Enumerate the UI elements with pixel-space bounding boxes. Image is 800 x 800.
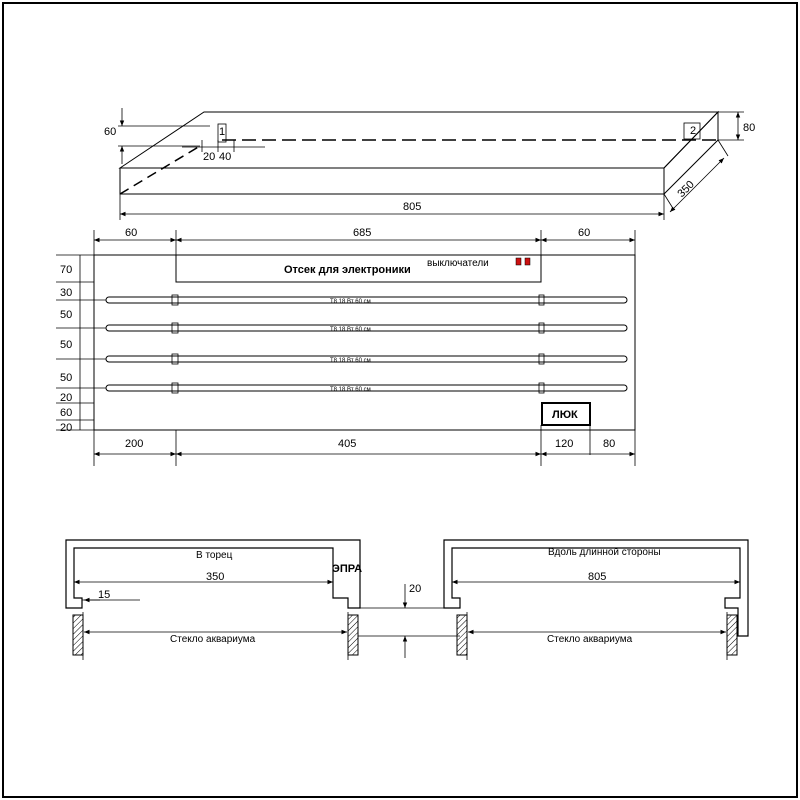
iso-label-1: 1 <box>219 126 226 138</box>
top-dim-60-right: 60 <box>578 227 591 239</box>
iso-dim-arrow <box>697 158 724 185</box>
epra-label: ЭПРА <box>332 563 363 575</box>
iso-dim-350: 350 <box>675 178 697 201</box>
switch-red-1 <box>516 258 521 265</box>
lamp-4 <box>106 383 627 393</box>
end-section-title: В торец <box>196 550 233 561</box>
left-dim-50b: 50 <box>60 339 73 351</box>
iso-front-face <box>120 168 664 194</box>
lamp-label: T8 18 Вт 60 см <box>330 299 371 305</box>
top-dim-60-left: 60 <box>125 227 138 239</box>
side-section <box>444 540 748 660</box>
end-glass-right <box>348 615 358 655</box>
iso-dim-60: 60 <box>104 126 117 138</box>
electronics-compartment-label: Отсек для электроники <box>284 264 411 276</box>
iso-dim-20: 20 <box>203 151 216 163</box>
left-dim-20a: 20 <box>60 392 73 404</box>
switch-red-2 <box>525 258 530 265</box>
top-view <box>56 227 635 466</box>
left-dim-20b: 20 <box>60 422 73 434</box>
end-glass-left <box>73 615 83 655</box>
side-glass-left <box>457 615 467 655</box>
side-section-title: Вдоль длинной стороны <box>548 547 661 558</box>
bottom-dim-200: 200 <box>125 438 144 450</box>
end-section <box>66 540 362 660</box>
left-dim-60: 60 <box>60 407 73 419</box>
bottom-dim-80: 80 <box>603 438 616 450</box>
gap-dimension <box>358 583 460 658</box>
top-dim-685: 685 <box>353 227 372 239</box>
left-dim-50a: 50 <box>60 309 73 321</box>
end-dim-350: 350 <box>206 571 225 583</box>
gap-dim-20: 20 <box>409 583 422 595</box>
iso-ext-line <box>718 140 728 156</box>
side-dim-805: 805 <box>588 571 607 583</box>
left-dim-30: 30 <box>60 287 73 299</box>
side-glass-label: Стекло аквариума <box>547 634 633 645</box>
lamp-3 <box>106 354 627 364</box>
lamp-2 <box>106 323 627 333</box>
left-dim-70: 70 <box>60 264 73 276</box>
iso-label-2: 2 <box>690 125 697 137</box>
hatch-label: ЛЮК <box>552 409 578 421</box>
lamp-label: T8 18 Вт 60 см <box>330 358 371 364</box>
iso-ext-line <box>664 194 674 210</box>
iso-hidden-line-left <box>120 146 200 194</box>
lamp-label: T8 18 Вт 60 см <box>330 327 371 333</box>
iso-dim-80: 80 <box>743 122 756 134</box>
lamp-1 <box>106 295 627 305</box>
iso-dim-40: 40 <box>219 151 232 163</box>
side-glass-right <box>727 615 737 655</box>
lamp-label: T8 18 Вт 60 см <box>330 387 371 393</box>
end-glass-label: Стекло аквариума <box>170 634 256 645</box>
bottom-dim-120: 120 <box>555 438 574 450</box>
left-dim-50c: 50 <box>60 372 73 384</box>
bottom-dim-405: 405 <box>338 438 357 450</box>
iso-view <box>104 108 755 220</box>
iso-dim-805: 805 <box>403 201 422 213</box>
end-dim-15: 15 <box>98 589 111 601</box>
switches-label: выключатели <box>427 258 489 269</box>
